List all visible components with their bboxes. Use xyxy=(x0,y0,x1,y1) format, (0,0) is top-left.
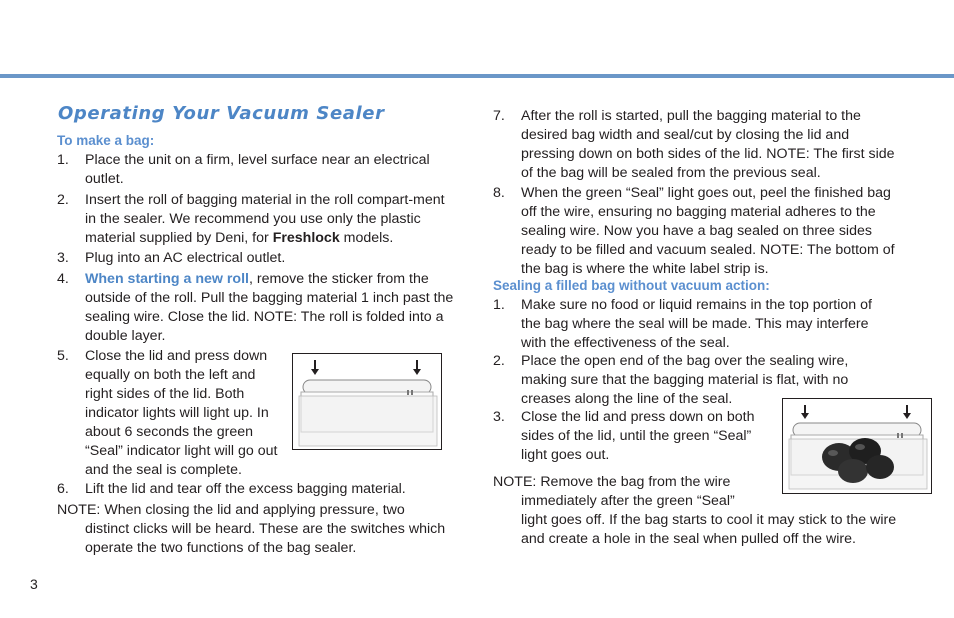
sealer-empty-icon xyxy=(293,354,441,449)
page-number: 3 xyxy=(30,576,38,592)
section-title: Operating Your Vacuum Sealer xyxy=(58,103,385,124)
seal-bag-heading: Sealing a filled bag without vacuum action: xyxy=(493,278,770,293)
sealer-illustration-empty xyxy=(292,353,442,450)
header-rule xyxy=(0,74,954,78)
make-bag-heading: To make a bag: xyxy=(57,133,155,148)
remove-bag-note: NOTE: Remove the bag from the wire immediately after the green “Seal” light goes off. If the bag starts to cool it may stick to the wire and create a hole in the seal when pulled off the wire. xyxy=(493,474,897,547)
closing-note: NOTE: When closing the lid and applying pressure, two distinct clicks will be heard. These are the switches which operate the two functions of the bag sealer. xyxy=(57,502,446,556)
new-roll-highlight: When starting a new roll xyxy=(85,271,249,287)
brand-name: Freshlock xyxy=(272,230,340,246)
